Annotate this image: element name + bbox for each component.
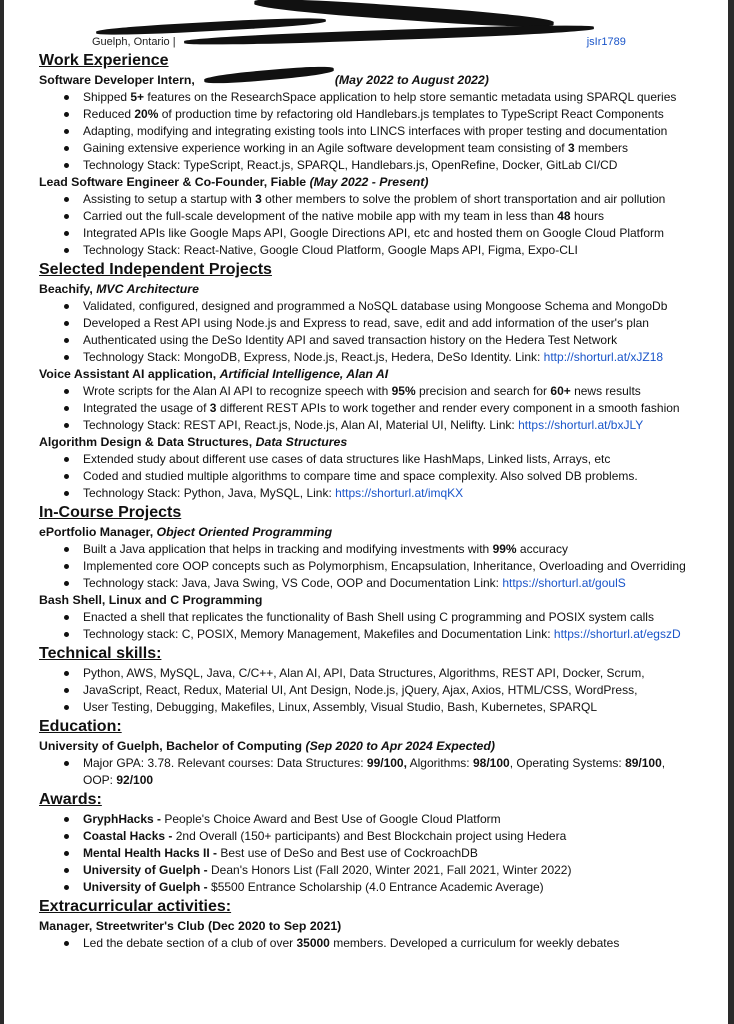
section-extra-title: Extracurricular activities: <box>39 898 232 915</box>
section-course-title: In-Course Projects <box>39 504 182 521</box>
job-2-dates: (May 2022 - Present) <box>309 175 429 189</box>
section-projects-title: Selected Independent Projects <box>39 261 272 278</box>
list-item: Major GPA: 3.78. Relevant courses: Data Structures: 99/100, Algorithms: 98/100, Operating Systems: 89/100, OOP: 92/100 <box>83 755 683 789</box>
list-item: Authenticated using the DeSo Identity API and saved transaction history on the Hedera Test Network <box>83 332 719 349</box>
project-algorithms-bullets <box>39 451 719 502</box>
list-item: Coastal Hacks - 2nd Overall (150+ participants) and Best Blockchain project using Hedera <box>83 828 719 845</box>
list-item: Led the debate section of a club of over 35000 members. Developed a curriculum for weekly debates <box>83 935 719 952</box>
beachify-link[interactable]: http://shorturl.at/xJZ18 <box>543 350 664 364</box>
list-item: Technology Stack: MongoDB, Express, Node.js, React.js, Hedera, DeSo Identity. Link: http://shorturl.at/xJZ18 <box>83 349 719 366</box>
project-voice-heading: Voice Assistant AI application, Artificial Intelligence, Alan AI <box>39 367 389 381</box>
list-item: Assisting to setup a startup with 3 other members to solve the problem of short transportation and air pollution <box>83 191 719 208</box>
bash-link[interactable]: https://shorturl.at/egszD <box>553 627 681 641</box>
list-item: Built a Java application that helps in tracking and modifying investments with 99% accuracy <box>83 541 719 558</box>
contact-line <box>92 36 626 48</box>
project-eportfolio-heading: ePortfolio Manager, Object Oriented Programming <box>39 525 333 539</box>
list-item: Carried out the full-scale development of the native mobile app with my team in less than 48 hours <box>83 208 719 225</box>
section-work-title: Work Experience <box>39 52 169 69</box>
project-bash-bullets <box>39 609 719 643</box>
list-item: Shipped 5+ features on the ResearchSpace application to help store semantic metadata using SPARQL queries <box>83 89 719 106</box>
job-2-bullets <box>39 191 719 259</box>
location-text: Guelph, Ontario | <box>92 36 176 48</box>
list-item: Developed a Rest API using Node.js and Express to read, save, edit and add information of the user's plan <box>83 315 719 332</box>
extra-heading: Manager, Streetwriter's Club (Dec 2020 to Sep 2021) <box>39 919 342 933</box>
list-item: GryphHacks - People's Choice Award and Best Use of Google Cloud Platform <box>83 811 719 828</box>
list-item: Integrated the usage of 3 different REST APIs to work together and render every component in a smooth fashion <box>83 400 719 417</box>
list-item: Reduced 20% of production time by refactoring old Handlebars.js templates to TypeScript React Components <box>83 106 719 123</box>
resume-page <box>4 0 728 1024</box>
list-item: Mental Health Hacks II - Best use of DeSo and Best use of CockroachDB <box>83 845 719 862</box>
section-skills-title: Technical skills: <box>39 645 162 662</box>
section-awards-title: Awards: <box>39 791 102 808</box>
section-education-title: Education: <box>39 718 122 735</box>
project-eportfolio-bullets <box>39 541 719 592</box>
project-voice-bullets <box>39 383 719 434</box>
list-item: User Testing, Debugging, Makefiles, Linux, Assembly, Visual Studio, Bash, Kubernetes, SPARQL <box>83 699 719 716</box>
list-item: Technology Stack: TypeScript, React.js, SPARQL, Handlebars.js, OpenRefine, Docker, GitLab CI/CD <box>83 157 719 174</box>
list-item: Gaining extensive experience working in an Agile software development team consisting of 3 members <box>83 140 719 157</box>
skills-list <box>39 665 719 716</box>
list-item: Python, AWS, MySQL, Java, C/C++, Alan AI, API, Data Structures, Algorithms, REST API, Docker, Scrum, <box>83 665 719 682</box>
project-bash-heading: Bash Shell, Linux and C Programming <box>39 593 263 607</box>
job-2-heading <box>39 174 719 191</box>
list-item: Implemented core OOP concepts such as Polymorphism, Encapsulation, Inheritance, Overloading and Overriding <box>83 558 719 575</box>
list-item: Enacted a shell that replicates the functionality of Bash Shell using C programming and POSIX system calls <box>83 609 719 626</box>
education-heading: University of Guelph, Bachelor of Computing (Sep 2020 to Apr 2024 Expected) <box>39 739 496 753</box>
algorithms-link[interactable]: https://shorturl.at/imqKX <box>335 486 464 500</box>
list-item: University of Guelph - $5500 Entrance Scholarship (4.0 Entrance Academic Average) <box>83 879 719 896</box>
project-beachify-heading: Beachify, MVC Architecture <box>39 282 199 296</box>
profile-link[interactable]: jsIr1789 <box>586 36 626 48</box>
list-item: Adapting, modifying and integrating existing tools into LINCS interfaces with proper testing and documentation <box>83 123 719 140</box>
job-2-role: Lead Software Engineer & Co-Founder, Fiable <box>39 175 307 189</box>
list-item: University of Guelph - Dean's Honors List (Fall 2020, Winter 2021, Fall 2021, Winter 2022) <box>83 862 719 879</box>
list-item: Technology stack: C, POSIX, Memory Management, Makefiles and Documentation Link: https://shorturl.at/egszD <box>83 626 719 643</box>
list-item: Technology Stack: React-Native, Google Cloud Platform, Google Maps API, Figma, Expo-CLI <box>83 242 719 259</box>
voice-assistant-link[interactable]: https://shorturl.at/bxJLY <box>518 418 644 432</box>
education-bullets <box>39 755 719 789</box>
list-item: JavaScript, React, Redux, Material UI, Ant Design, Node.js, jQuery, Ajax, Axios, HTML/CSS, WordPress, <box>83 682 719 699</box>
list-item: Wrote scripts for the Alan AI API to recognize speech with 95% precision and search for 60+ news results <box>83 383 719 400</box>
list-item: Technology Stack: Python, Java, MySQL, Link: https://shorturl.at/imqKX <box>83 485 719 502</box>
project-beachify-bullets <box>39 298 719 366</box>
list-item: Coded and studied multiple algorithms to compare time and space complexity. Also solved DB problems. <box>83 468 719 485</box>
job-1-heading <box>39 72 719 89</box>
list-item: Extended study about different use cases of data structures like HashMaps, Linked lists, Arrays, etc <box>83 451 719 468</box>
extra-bullets <box>39 935 719 952</box>
job-1-role: Software Developer Intern, <box>39 73 195 87</box>
project-algorithms-heading: Algorithm Design & Data Structures, Data Structures <box>39 435 348 449</box>
resume-content <box>39 50 719 952</box>
list-item: Technology Stack: REST API, React.js, Node.js, Alan AI, Material UI, Nelifty. Link: https://shorturl.at/bxJLY <box>83 417 719 434</box>
awards-list <box>39 811 719 896</box>
job-1-dates: (May 2022 to August 2022) <box>334 73 489 87</box>
list-item: Integrated APIs like Google Maps API, Google Directions API, etc and hosted them on Google Cloud Platform <box>83 225 719 242</box>
list-item: Validated, configured, designed and programmed a NoSQL database using Mongoose Schema and MongoDb <box>83 298 719 315</box>
job-1-bullets <box>39 89 719 174</box>
eportfolio-link[interactable]: https://shorturl.at/goulS <box>502 576 626 590</box>
list-item: Technology stack: Java, Java Swing, VS Code, OOP and Documentation Link: https://shorturl.at/goulS <box>83 575 719 592</box>
